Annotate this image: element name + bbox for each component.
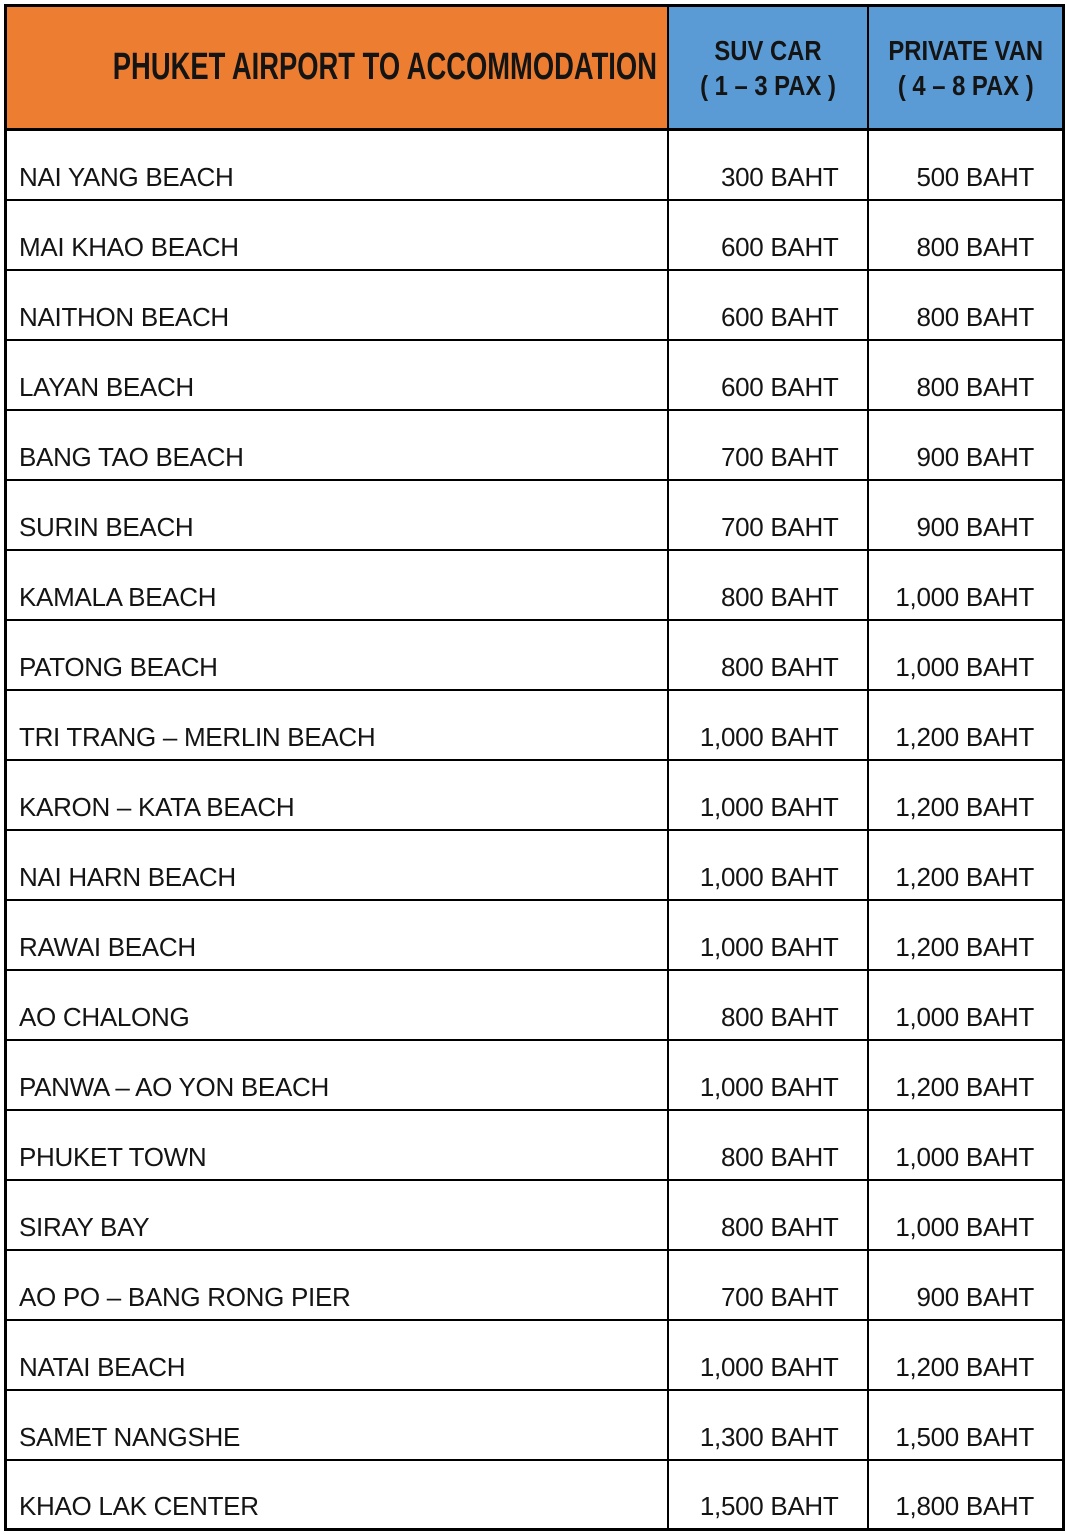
location-cell: KARON – KATA BEACH: [6, 760, 668, 830]
suv-price-cell: 1,000 BAHT: [668, 690, 868, 760]
van-price-cell: 1,000 BAHT: [868, 1180, 1064, 1250]
location-cell: NAITHON BEACH: [6, 270, 668, 340]
table-row: [6, 130, 1064, 200]
van-price-cell: 900 BAHT: [868, 1250, 1064, 1320]
table-row: [6, 900, 1064, 970]
suv-price-cell: 800 BAHT: [668, 1180, 868, 1250]
location-cell: AO PO – BANG RONG PIER: [6, 1250, 668, 1320]
van-price-cell: 1,200 BAHT: [868, 1320, 1064, 1390]
location-cell: MAI KHAO BEACH: [6, 200, 668, 270]
location-cell: NAI HARN BEACH: [6, 830, 668, 900]
location-cell: KAMALA BEACH: [6, 550, 668, 620]
table-row: [6, 410, 1064, 480]
suv-price-cell: 700 BAHT: [668, 410, 868, 480]
suv-price-cell: 1,300 BAHT: [668, 1390, 868, 1460]
suv-price-cell: 600 BAHT: [668, 200, 868, 270]
transfer-price-table: [4, 4, 1065, 1531]
table-row: [6, 760, 1064, 830]
van-price-cell: 1,200 BAHT: [868, 760, 1064, 830]
table-row: [6, 970, 1064, 1040]
van-price-cell: 1,000 BAHT: [868, 970, 1064, 1040]
van-price-cell: 1,200 BAHT: [868, 900, 1064, 970]
header-private-van: [868, 6, 1064, 130]
table-row: [6, 830, 1064, 900]
table-row: [6, 1180, 1064, 1250]
location-cell: NATAI BEACH: [6, 1320, 668, 1390]
table-row: [6, 1390, 1064, 1460]
header-accommodation: [6, 6, 668, 130]
page-title: PHUKET AIRPORT TO ACCOMMODATION: [112, 46, 657, 88]
van-price-cell: 900 BAHT: [868, 410, 1064, 480]
location-cell: KHAO LAK CENTER: [6, 1460, 668, 1530]
table-row: [6, 550, 1064, 620]
van-price-cell: 800 BAHT: [868, 200, 1064, 270]
suv-price-cell: 1,000 BAHT: [668, 830, 868, 900]
table-row: [6, 620, 1064, 690]
table-row: [6, 1460, 1064, 1530]
van-price-cell: 1,200 BAHT: [868, 690, 1064, 760]
van-price-cell: 1,500 BAHT: [868, 1390, 1064, 1460]
suv-price-cell: 1,000 BAHT: [668, 900, 868, 970]
suv-price-cell: 1,000 BAHT: [668, 1320, 868, 1390]
van-price-cell: 800 BAHT: [868, 340, 1064, 410]
suv-price-cell: 800 BAHT: [668, 620, 868, 690]
suv-price-cell: 700 BAHT: [668, 480, 868, 550]
table-body: [6, 130, 1064, 1530]
table-row: [6, 1320, 1064, 1390]
suv-price-cell: 800 BAHT: [668, 1110, 868, 1180]
van-price-cell: 1,000 BAHT: [868, 1110, 1064, 1180]
location-cell: PHUKET TOWN: [6, 1110, 668, 1180]
header-van-pax: ( 4 – 8 PAX ): [897, 69, 1034, 101]
header-suv-car: [668, 6, 868, 130]
suv-price-cell: 700 BAHT: [668, 1250, 868, 1320]
location-cell: SIRAY BAY: [6, 1180, 668, 1250]
location-cell: SAMET NANGSHE: [6, 1390, 668, 1460]
location-cell: TRI TRANG – MERLIN BEACH: [6, 690, 668, 760]
van-price-cell: 1,800 BAHT: [868, 1460, 1064, 1530]
header-suv-pax: ( 1 – 3 PAX ): [699, 69, 836, 101]
van-price-cell: 800 BAHT: [868, 270, 1064, 340]
van-price-cell: 1,200 BAHT: [868, 1040, 1064, 1110]
location-cell: LAYAN BEACH: [6, 340, 668, 410]
location-cell: RAWAI BEACH: [6, 900, 668, 970]
location-cell: NAI YANG BEACH: [6, 130, 668, 200]
location-cell: PANWA – AO YON BEACH: [6, 1040, 668, 1110]
suv-price-cell: 800 BAHT: [668, 550, 868, 620]
table-row: [6, 1250, 1064, 1320]
van-price-cell: 500 BAHT: [868, 130, 1064, 200]
header-suv-label: SUV CAR: [713, 34, 822, 66]
table-row: [6, 340, 1064, 410]
table-row: [6, 1040, 1064, 1110]
table-row: [6, 1110, 1064, 1180]
location-cell: PATONG BEACH: [6, 620, 668, 690]
suv-price-cell: 800 BAHT: [668, 970, 868, 1040]
suv-price-cell: 1,500 BAHT: [668, 1460, 868, 1530]
suv-price-cell: 600 BAHT: [668, 340, 868, 410]
location-cell: AO CHALONG: [6, 970, 668, 1040]
header-van-label: PRIVATE VAN: [887, 34, 1043, 66]
van-price-cell: 1,000 BAHT: [868, 550, 1064, 620]
table-row: [6, 200, 1064, 270]
table-header: [6, 6, 1064, 130]
suv-price-cell: 1,000 BAHT: [668, 1040, 868, 1110]
van-price-cell: 1,000 BAHT: [868, 620, 1064, 690]
location-cell: SURIN BEACH: [6, 480, 668, 550]
table-row: [6, 270, 1064, 340]
van-price-cell: 1,200 BAHT: [868, 830, 1064, 900]
suv-price-cell: 1,000 BAHT: [668, 760, 868, 830]
van-price-cell: 900 BAHT: [868, 480, 1064, 550]
suv-price-cell: 300 BAHT: [668, 130, 868, 200]
header-row: [6, 6, 1064, 130]
table-row: [6, 480, 1064, 550]
location-cell: BANG TAO BEACH: [6, 410, 668, 480]
table-row: [6, 690, 1064, 760]
suv-price-cell: 600 BAHT: [668, 270, 868, 340]
